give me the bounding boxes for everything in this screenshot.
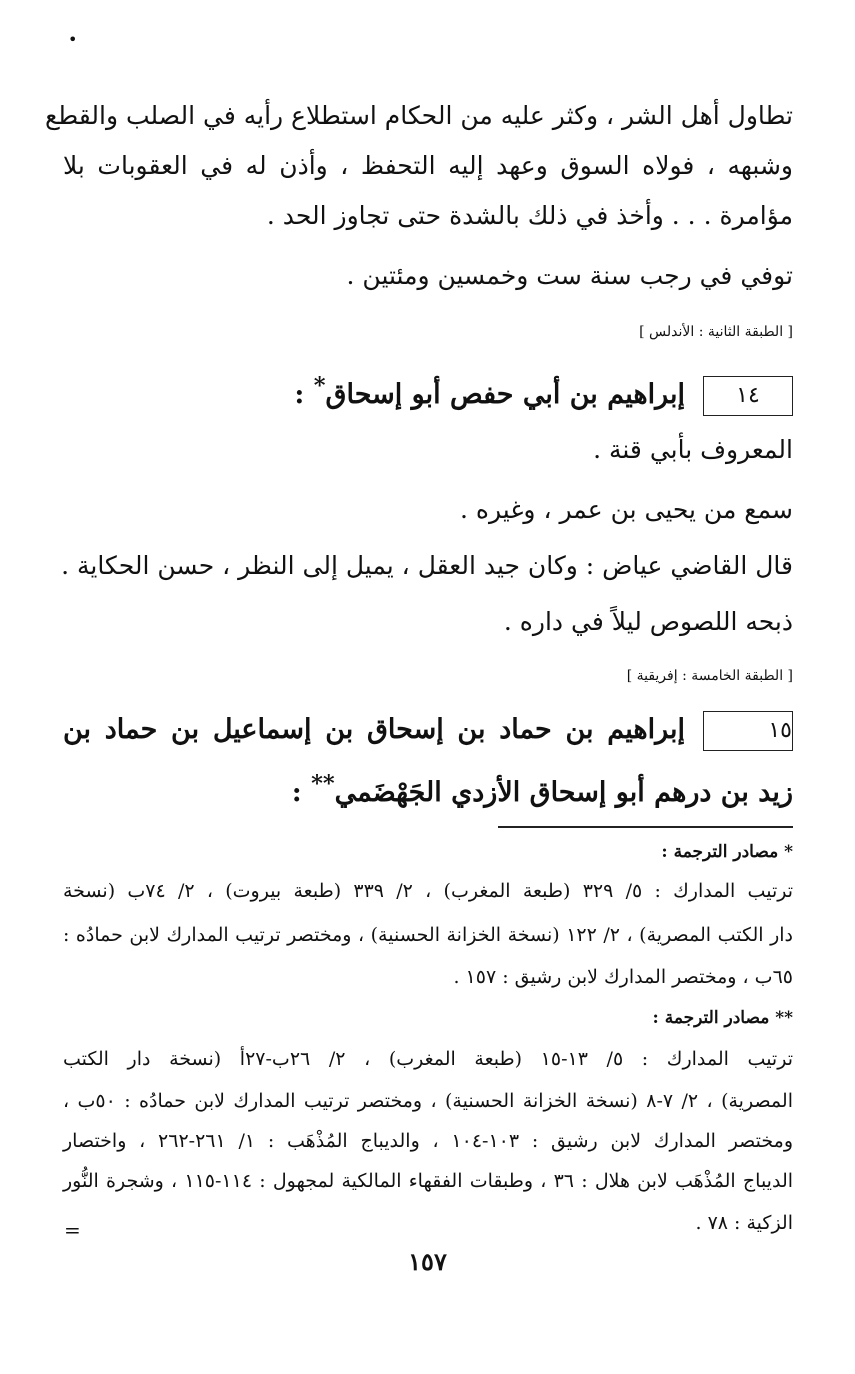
heading-colon: :	[294, 379, 314, 410]
footnote-heading: * مصادر الترجمة :	[661, 842, 793, 862]
entry-title: زيد بن درهم أبو إسحاق الأزدي الجَهْضَمي	[334, 777, 793, 808]
footnote-marker: *	[313, 373, 326, 399]
layer-tag-14: [ الطبقة الثانية : الأندلس ]	[639, 324, 793, 340]
layer-tag-15: [ الطبقة الخامسة : إفريقية ]	[626, 668, 793, 684]
entry-line: ذبحه اللصوص ليلاً في داره .	[503, 607, 793, 636]
heading-colon: :	[291, 777, 312, 808]
side-mark: =	[64, 1218, 81, 1242]
footnote-heading: ** مصادر الترجمة :	[652, 1008, 793, 1028]
entry-title: إبراهيم بن أبي حفص أبو إسحاق	[325, 379, 685, 410]
entry-number-box: ١٤	[703, 376, 793, 416]
entry-line: المعروف بأبي قنة .	[593, 435, 793, 464]
footnote-line: المصرية) ، ٢/ ٧-٨ (نسخة الخزانة الحسنية) ، ومختصر ترتيب المدارك لابن حمادُه : ٥٠ب ،	[63, 1090, 793, 1112]
footnote-line: ترتيب المدارك : ٥/ ١٣-١٥ (طبعة المغرب) ، ٢/ ٢٦ب-٢٧أ (نسخة دار الكتب	[63, 1048, 793, 1070]
footnote-line: الديباج المُذْهَب لابن هلال : ٣٦ ، وطبقات الفقهاء المالكية لمجهول : ١١٤-١١٥ ، وشجرة النُّور	[63, 1170, 794, 1192]
entry-15-heading-line1	[63, 706, 793, 754]
footnote-line: ٦٥ب ، ومختصر المدارك لابن رشيق : ١٥٧ .	[453, 966, 793, 988]
paragraph-line: مؤامرة . . . وأخذ في ذلك بالشدة حتى تجاوز الحد .	[266, 201, 793, 230]
footnote-line: الزكية : ٧٨ .	[695, 1212, 793, 1234]
footnote-line: ومختصر المدارك لابن رشيق : ١٠٣-١٠٤ ، والديباج المُذْهَب : ١/ ٢٦١-٢٦٢ ، واختصار	[63, 1130, 793, 1152]
entry-line: سمع من يحيى بن عمر ، وغيره .	[460, 495, 793, 524]
entry-14-heading	[63, 362, 793, 419]
footnote-line: ترتيب المدارك : ٥/ ٣٢٩ (طبعة المغرب) ، ٢/ ٣٣٩ (طبعة بيروت) ، ٢/ ٧٤ب (نسخة	[63, 880, 793, 902]
entry-title: إبراهيم بن حماد بن إسحاق بن إسماعيل بن حماد بن	[63, 714, 685, 745]
entry-15-heading-line2	[63, 760, 793, 817]
entry-number-box: ١٥	[703, 711, 793, 751]
top-dot-mark: •	[68, 30, 78, 49]
paragraph-line: وشبهه ، فولاه السوق وعهد إليه التحفظ ، وأذن له في العقوبات بلا	[63, 151, 793, 180]
entry-line: قال القاضي عياض : وكان جيد العقل ، يميل إلى النظر ، حسن الحكاية .	[61, 551, 793, 580]
death-note: توفي في رجب سنة ست وخمسين ومئتين .	[346, 261, 793, 290]
page-number: ١٥٧	[408, 1247, 447, 1276]
footnote-line: دار الكتب المصرية) ، ٢/ ١٢٢ (نسخة الخزانة الحسنية) ، ومختصر ترتيب المدارك لابن حمادُه :	[63, 924, 793, 946]
footnote-separator	[498, 826, 793, 828]
paragraph-line: تطاول أهل الشر ، وكثر عليه من الحكام استطلاع رأيه في الصلب والقطع	[44, 101, 793, 130]
footnote-marker: **	[311, 771, 335, 797]
